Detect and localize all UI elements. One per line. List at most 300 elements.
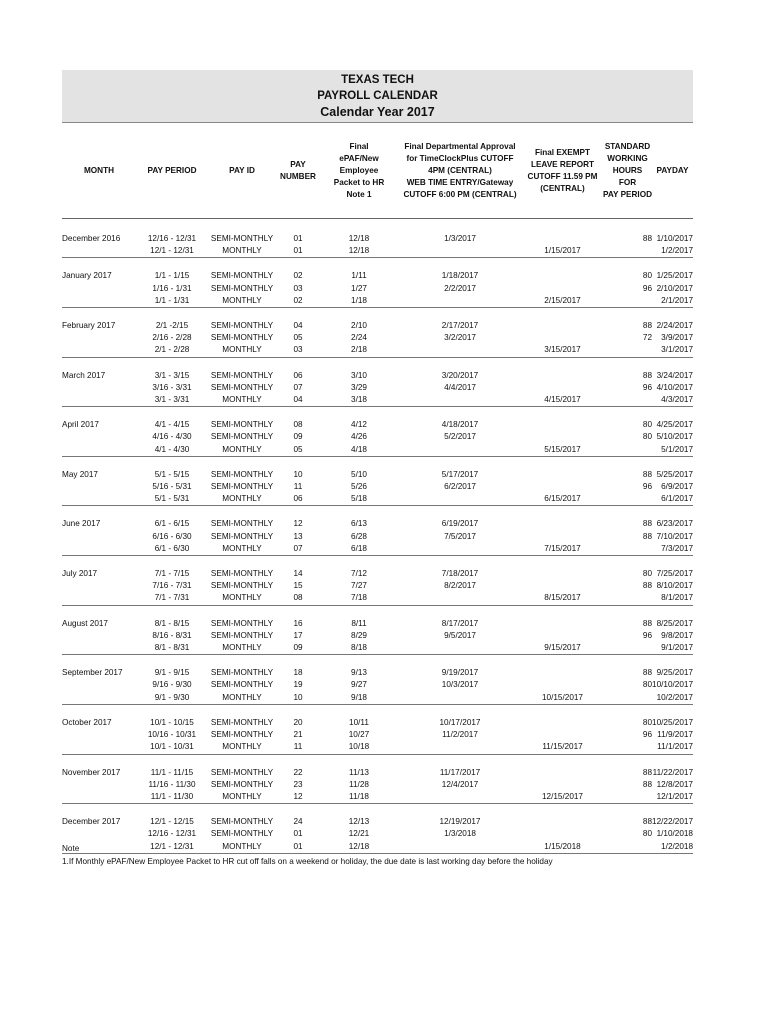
- header-line: LEAVE REPORT: [530, 159, 595, 169]
- table-row: [62, 531, 693, 543]
- exempt-leave-cell: 10/15/2017: [522, 692, 603, 705]
- pay-id-cell: MONTHLY: [208, 295, 276, 308]
- dept-approval-cell: 5/2/2017: [444, 432, 476, 442]
- month-cell: [62, 779, 136, 791]
- pay-number-cell: 14: [293, 569, 303, 579]
- exempt-leave-cell: [522, 270, 603, 282]
- pay-number-cell: 09: [276, 642, 320, 655]
- epaf-cell: 8/18: [320, 642, 398, 655]
- table-row: [62, 245, 693, 258]
- month-cell: [62, 580, 136, 592]
- header-line: ePAF/New: [339, 153, 379, 163]
- payday-cell: 4/10/2017: [656, 382, 693, 392]
- dept-approval-cell: [398, 245, 522, 258]
- dept-approval-cell: 3/2/2017: [444, 333, 476, 343]
- header-line: for TimeClockPlus CUTOFF: [406, 153, 514, 163]
- pay-number-cell: 12: [293, 519, 303, 529]
- pay-period-cell: 3/1 - 3/31: [136, 394, 208, 407]
- exempt-leave-cell: [522, 518, 603, 530]
- pay-id-cell: SEMI-MONTHLY: [210, 333, 274, 343]
- payday-cell: 12/8/2017: [656, 779, 693, 789]
- table-row: [62, 431, 693, 443]
- month-cell: September 2017: [62, 668, 123, 678]
- standard-hours-cell: 88: [642, 618, 652, 628]
- dept-approval-cell: 1/3/2017: [444, 234, 476, 243]
- payday-cell: 9/8/2017: [661, 630, 693, 640]
- table-row: [62, 233, 693, 245]
- epaf-cell: 6/18: [320, 543, 398, 556]
- standard-hours-cell: [603, 791, 652, 804]
- payday-cell: 2/24/2017: [656, 321, 693, 331]
- standard-hours-cell: 96: [642, 283, 652, 293]
- standard-hours-cell: 72: [642, 333, 652, 343]
- payday-cell: 4/25/2017: [656, 420, 693, 430]
- table-row: [62, 419, 693, 431]
- exempt-leave-cell: [522, 370, 603, 382]
- note-label: Note: [62, 844, 80, 853]
- table-row: [62, 741, 693, 754]
- dept-approval-cell: 1/18/2017: [441, 271, 479, 281]
- pay-id-cell: SEMI-MONTHLY: [210, 618, 274, 628]
- pay-number-cell: 03: [293, 283, 303, 293]
- exempt-leave-cell: [522, 828, 603, 840]
- payroll-calendar-document: [62, 70, 693, 854]
- pay-period-cell: 6/1 - 6/15: [154, 519, 190, 529]
- header-line: Final: [349, 141, 369, 151]
- epaf-cell: 4/18: [320, 444, 398, 457]
- pay-period-cell: 4/1 - 4/30: [136, 444, 208, 457]
- header-line: (CENTRAL): [540, 183, 585, 193]
- payday-cell: 9/1/2017: [652, 642, 693, 655]
- pay-period-cell: 2/1 - 2/28: [136, 344, 208, 357]
- header-row: [62, 123, 693, 219]
- epaf-cell: 11/28: [349, 779, 369, 789]
- month-cell: [62, 543, 136, 556]
- dept-approval-cell: [398, 444, 522, 457]
- pay-period-cell: 5/16 - 5/31: [152, 482, 192, 492]
- table-row: [62, 270, 693, 282]
- pay-id-cell: SEMI-MONTHLY: [210, 370, 274, 380]
- payday-cell: 7/10/2017: [656, 531, 693, 541]
- exempt-leave-cell: 8/15/2017: [522, 592, 603, 605]
- spacer-row: [62, 258, 693, 271]
- exempt-leave-cell: 6/15/2017: [522, 493, 603, 506]
- table-row: [62, 592, 693, 605]
- payday-cell: 10/25/2017: [652, 717, 693, 727]
- month-cell: [62, 531, 136, 543]
- pay-id-cell: SEMI-MONTHLY: [210, 581, 274, 591]
- pay-period-cell: 11/16 - 11/30: [148, 779, 196, 789]
- month-cell: June 2017: [62, 519, 101, 529]
- note-text: 1.If Monthly ePAF/New Employee Packet to HR cut off falls on a weekend or holiday, the due date is last working day before the holiday: [62, 856, 553, 866]
- pay-period-cell: 8/1 - 8/31: [136, 642, 208, 655]
- table-row: [62, 642, 693, 655]
- pay-number-cell: 11: [276, 741, 320, 754]
- month-cell: December 2017: [62, 817, 121, 827]
- pay-id-cell: SEMI-MONTHLY: [210, 420, 274, 430]
- table-row: [62, 394, 693, 407]
- header-line: Final EXEMPT: [534, 147, 591, 157]
- epaf-cell: 4/26: [351, 432, 367, 442]
- pay-number-cell: 05: [293, 333, 303, 343]
- pay-period-cell: 5/1 - 5/15: [154, 469, 190, 479]
- epaf-cell: 2/10: [351, 321, 367, 331]
- exempt-leave-cell: 2/15/2017: [522, 295, 603, 308]
- header-line: 4PM (CENTRAL): [428, 165, 492, 175]
- payday-cell: 10/2/2017: [652, 692, 693, 705]
- epaf-cell: 3/10: [351, 370, 367, 380]
- payday-cell: 9/25/2017: [656, 668, 693, 678]
- payday-cell: 6/9/2017: [661, 482, 693, 492]
- standard-hours-cell: [603, 493, 652, 506]
- payday-cell: 4/3/2017: [652, 394, 693, 407]
- pay-number-cell: 09: [293, 432, 303, 442]
- dept-approval-cell: 6/2/2017: [444, 482, 476, 492]
- pay-period-cell: 3/1 - 3/15: [154, 370, 190, 380]
- header-line: WORKING: [607, 153, 648, 163]
- table-row: [62, 779, 693, 791]
- month-cell: [62, 791, 136, 804]
- pay-id-cell: MONTHLY: [208, 841, 276, 854]
- header-line: Employee: [339, 165, 379, 175]
- dept-approval-cell: [398, 394, 522, 407]
- title-line-1: TEXAS TECH: [341, 74, 414, 86]
- table-row: [62, 580, 693, 592]
- payday-cell: 11/9/2017: [657, 730, 693, 740]
- pay-id-cell: SEMI-MONTHLY: [210, 717, 274, 727]
- payday-cell: 8/1/2017: [652, 592, 693, 605]
- standard-hours-cell: 88: [642, 767, 652, 777]
- pay-id-cell: MONTHLY: [208, 493, 276, 506]
- epaf-cell: 7/18: [320, 592, 398, 605]
- pay-id-cell: SEMI-MONTHLY: [210, 234, 274, 243]
- epaf-cell: 8/29: [351, 630, 367, 640]
- header-line: CUTOFF 6:00 PM (CENTRAL): [403, 189, 517, 199]
- exempt-leave-cell: 7/15/2017: [522, 543, 603, 556]
- header-line: HOURS FOR: [612, 165, 643, 187]
- exempt-leave-cell: [522, 568, 603, 580]
- spacer-row: [62, 556, 693, 569]
- pay-id-cell: SEMI-MONTHLY: [210, 569, 274, 579]
- pay-number-cell: 07: [293, 382, 303, 392]
- dept-approval-cell: 10/17/2017: [439, 717, 481, 727]
- exempt-leave-cell: [522, 431, 603, 443]
- month-cell: [62, 692, 136, 705]
- pay-number-cell: 18: [293, 668, 303, 678]
- pay-number-cell: 10: [276, 692, 320, 705]
- pay-id-cell: SEMI-MONTHLY: [210, 432, 274, 442]
- pay-period-cell: 1/1 - 1/15: [154, 271, 190, 281]
- standard-hours-cell: [603, 543, 652, 556]
- table-row: [62, 481, 693, 493]
- table-row: [62, 568, 693, 580]
- exempt-leave-cell: [522, 779, 603, 791]
- exempt-leave-cell: [522, 717, 603, 729]
- epaf-cell: 12/13: [348, 817, 370, 827]
- pay-period-cell: 4/1 - 4/15: [154, 420, 190, 430]
- header-line: CUTOFF 11.59 PM: [527, 171, 598, 181]
- standard-hours-cell: 80: [642, 829, 652, 839]
- standard-hours-cell: 88: [642, 531, 652, 541]
- epaf-cell: 12/21: [348, 829, 370, 839]
- epaf-cell: 1/11: [351, 271, 367, 281]
- pay-id-cell: MONTHLY: [208, 245, 276, 258]
- payday-cell: 1/2/2017: [652, 245, 693, 258]
- pay-period-cell: 10/16 - 10/31: [147, 730, 197, 740]
- pay-id-cell: SEMI-MONTHLY: [210, 321, 274, 331]
- pay-id-cell: SEMI-MONTHLY: [210, 630, 274, 640]
- standard-hours-cell: [603, 692, 652, 705]
- exempt-leave-cell: [522, 320, 603, 332]
- dept-approval-cell: 7/18/2017: [441, 569, 479, 579]
- dept-approval-cell: 4/4/2017: [444, 382, 476, 392]
- exempt-leave-cell: [522, 580, 603, 592]
- month-cell: [62, 394, 136, 407]
- month-cell: October 2017: [62, 717, 112, 727]
- pay-id-cell: SEMI-MONTHLY: [210, 382, 274, 392]
- payday-cell: 3/24/2017: [656, 370, 693, 380]
- month-cell: [62, 382, 136, 394]
- month-cell: [62, 344, 136, 357]
- dept-approval-cell: [398, 791, 522, 804]
- col-pay-period: PAY PERIOD: [136, 123, 208, 219]
- pay-period-cell: 11/1 - 11/15: [150, 767, 194, 777]
- epaf-cell: 6/28: [351, 531, 367, 541]
- table-row: [62, 469, 693, 481]
- dept-approval-cell: 11/2/2017: [442, 730, 478, 740]
- payday-cell: 12/1/2017: [652, 791, 693, 804]
- spacer-row: [62, 506, 693, 519]
- payday-cell: 6/23/2017: [656, 519, 693, 529]
- dept-approval-cell: 2/2/2017: [444, 283, 476, 293]
- epaf-cell: 5/26: [351, 482, 367, 492]
- dept-approval-cell: [398, 592, 522, 605]
- epaf-cell: 10/27: [348, 730, 370, 740]
- month-cell: [62, 828, 136, 840]
- table-row: [62, 630, 693, 642]
- pay-period-cell: 7/16 - 7/31: [152, 581, 192, 591]
- table-row: [62, 382, 693, 394]
- epaf-cell: 12/18: [320, 841, 398, 854]
- standard-hours-cell: [603, 592, 652, 605]
- pay-period-cell: 5/1 - 5/31: [136, 493, 208, 506]
- pay-id-cell: SEMI-MONTHLY: [210, 829, 274, 839]
- epaf-cell: 9/27: [351, 680, 367, 690]
- payday-cell: 1/10/2018: [656, 829, 693, 839]
- epaf-cell: 12/18: [348, 234, 370, 243]
- month-cell: [62, 431, 136, 443]
- pay-period-cell: 12/1 - 12/31: [136, 245, 208, 258]
- table-row: [62, 283, 693, 295]
- exempt-leave-cell: [522, 332, 603, 344]
- pay-id-cell: SEMI-MONTHLY: [210, 469, 274, 479]
- payday-cell: 3/9/2017: [661, 333, 693, 343]
- col-standard-hours: [603, 123, 652, 219]
- pay-id-cell: MONTHLY: [208, 791, 276, 804]
- exempt-leave-cell: [522, 729, 603, 741]
- spacer-row: [62, 804, 693, 817]
- pay-id-cell: MONTHLY: [208, 444, 276, 457]
- pay-period-cell: 12/1 - 12/15: [150, 817, 194, 827]
- pay-id-cell: MONTHLY: [208, 344, 276, 357]
- table-row: [62, 791, 693, 804]
- standard-hours-cell: 80: [642, 420, 652, 430]
- pay-number-cell: 13: [293, 531, 303, 541]
- header-line: STANDARD: [604, 141, 651, 151]
- header-line: PAY PERIOD: [603, 189, 652, 199]
- epaf-cell: 9/18: [320, 692, 398, 705]
- exempt-leave-cell: 1/15/2017: [522, 245, 603, 258]
- pay-number-cell: 10: [293, 469, 303, 479]
- payday-cell: 10/10/2017: [652, 680, 693, 690]
- spacer-row: [62, 754, 693, 767]
- pay-period-cell: 1/16 - 1/31: [152, 283, 192, 293]
- standard-hours-cell: [603, 295, 652, 308]
- header-line: Packet to HR: [333, 177, 385, 187]
- month-cell: August 2017: [62, 618, 108, 628]
- payday-cell: 5/25/2017: [656, 469, 693, 479]
- table-row: [62, 679, 693, 691]
- standard-hours-cell: 80: [642, 569, 652, 579]
- exempt-leave-cell: [522, 382, 603, 394]
- month-cell: [62, 332, 136, 344]
- pay-id-cell: SEMI-MONTHLY: [210, 730, 274, 740]
- epaf-cell: 7/12: [351, 569, 367, 579]
- dept-approval-cell: 3/20/2017: [441, 370, 479, 380]
- month-cell: [62, 729, 136, 741]
- epaf-cell: 5/18: [320, 493, 398, 506]
- pay-id-cell: SEMI-MONTHLY: [210, 767, 274, 777]
- month-cell: [62, 642, 136, 655]
- standard-hours-cell: 88: [642, 519, 652, 529]
- epaf-cell: 10/11: [349, 717, 369, 727]
- month-cell: April 2017: [62, 420, 99, 430]
- pay-number-cell: 01: [293, 829, 303, 839]
- month-cell: [62, 245, 136, 258]
- col-payday: PAYDAY: [652, 123, 693, 219]
- title-band: [62, 70, 693, 123]
- dept-approval-cell: 9/19/2017: [441, 668, 479, 678]
- pay-id-cell: MONTHLY: [208, 394, 276, 407]
- standard-hours-cell: [603, 444, 652, 457]
- pay-id-cell: MONTHLY: [208, 642, 276, 655]
- payday-cell: 11/1/2017: [652, 741, 693, 754]
- epaf-cell: 6/13: [351, 519, 367, 529]
- standard-hours-cell: [603, 394, 652, 407]
- epaf-cell: 2/18: [320, 344, 398, 357]
- pay-number-cell: 03: [276, 344, 320, 357]
- col-exempt-leave: [522, 123, 603, 219]
- payday-cell: 1/25/2017: [656, 271, 693, 281]
- exempt-leave-cell: 12/15/2017: [522, 791, 603, 804]
- exempt-leave-cell: 9/15/2017: [522, 642, 603, 655]
- dept-approval-cell: 11/17/2017: [439, 767, 481, 777]
- pay-period-cell: 3/16 - 3/31: [152, 382, 192, 392]
- spacer-row: [62, 456, 693, 469]
- col-month: MONTH: [62, 123, 136, 219]
- header-line: NUMBER: [280, 171, 316, 181]
- title-line-2: PAYROLL CALENDAR: [317, 90, 438, 102]
- pay-id-cell: SEMI-MONTHLY: [210, 668, 274, 678]
- exempt-leave-cell: [522, 283, 603, 295]
- standard-hours-cell: 80: [642, 680, 652, 690]
- exempt-leave-cell: 1/15/2018: [522, 841, 603, 854]
- exempt-leave-cell: 11/15/2017: [522, 741, 603, 754]
- pay-period-cell: 12/16 - 12/31: [147, 234, 197, 243]
- payday-cell: 1/10/2017: [656, 234, 693, 243]
- epaf-cell: 4/12: [351, 420, 367, 430]
- standard-hours-cell: 88: [642, 321, 652, 331]
- epaf-cell: 11/13: [349, 767, 369, 777]
- pay-id-cell: SEMI-MONTHLY: [210, 271, 274, 281]
- table-body: [62, 219, 693, 854]
- dept-approval-cell: 7/5/2017: [444, 531, 476, 541]
- pay-number-cell: 01: [276, 841, 320, 854]
- exempt-leave-cell: [522, 630, 603, 642]
- pay-number-cell: 23: [293, 779, 303, 789]
- payday-cell: 8/10/2017: [656, 581, 693, 591]
- dept-approval-cell: [398, 642, 522, 655]
- standard-hours-cell: [603, 642, 652, 655]
- pay-period-cell: 10/1 - 10/31: [136, 741, 208, 754]
- pay-number-cell: 11: [293, 482, 303, 492]
- month-cell: July 2017: [62, 569, 98, 579]
- payday-cell: 12/22/2017: [652, 817, 693, 827]
- epaf-cell: 2/24: [351, 333, 367, 343]
- header-line: Note 1: [346, 189, 372, 199]
- standard-hours-cell: 88: [642, 370, 652, 380]
- spacer-row: [62, 357, 693, 370]
- pay-period-cell: 12/16 - 12/31: [147, 829, 197, 839]
- table-row: [62, 518, 693, 530]
- standard-hours-cell: 88: [642, 779, 652, 789]
- pay-number-cell: 21: [293, 730, 303, 740]
- payday-cell: 8/25/2017: [656, 618, 693, 628]
- table-row: [62, 370, 693, 382]
- footnote: [62, 843, 553, 868]
- pay-id-cell: SEMI-MONTHLY: [210, 482, 274, 492]
- col-dept-approval: [398, 123, 522, 219]
- month-cell: January 2017: [62, 271, 112, 281]
- dept-approval-cell: [398, 344, 522, 357]
- dept-approval-cell: 6/19/2017: [441, 519, 479, 529]
- pay-id-cell: MONTHLY: [208, 692, 276, 705]
- month-cell: March 2017: [62, 370, 106, 380]
- epaf-cell: 8/11: [351, 618, 367, 628]
- month-cell: [62, 493, 136, 506]
- month-cell: May 2017: [62, 469, 98, 479]
- exempt-leave-cell: 5/15/2017: [522, 444, 603, 457]
- standard-hours-cell: 96: [642, 730, 652, 740]
- pay-period-cell: 6/1 - 6/30: [136, 543, 208, 556]
- epaf-cell: 3/18: [320, 394, 398, 407]
- exempt-leave-cell: 3/15/2017: [522, 344, 603, 357]
- month-cell: [62, 444, 136, 457]
- col-pay-id: PAY ID: [208, 123, 276, 219]
- dept-approval-cell: 2/17/2017: [441, 321, 479, 331]
- standard-hours-cell: [603, 344, 652, 357]
- table-row: [62, 717, 693, 729]
- epaf-cell: 9/13: [351, 668, 367, 678]
- pay-id-cell: SEMI-MONTHLY: [210, 519, 274, 529]
- dept-approval-cell: 9/5/2017: [444, 630, 476, 640]
- pay-id-cell: SEMI-MONTHLY: [210, 817, 274, 827]
- dept-approval-cell: 12/19/2017: [439, 817, 481, 827]
- pay-period-cell: 8/1 - 8/15: [154, 618, 190, 628]
- pay-id-cell: MONTHLY: [208, 543, 276, 556]
- month-cell: [62, 592, 136, 605]
- pay-period-cell: 9/1 - 9/30: [136, 692, 208, 705]
